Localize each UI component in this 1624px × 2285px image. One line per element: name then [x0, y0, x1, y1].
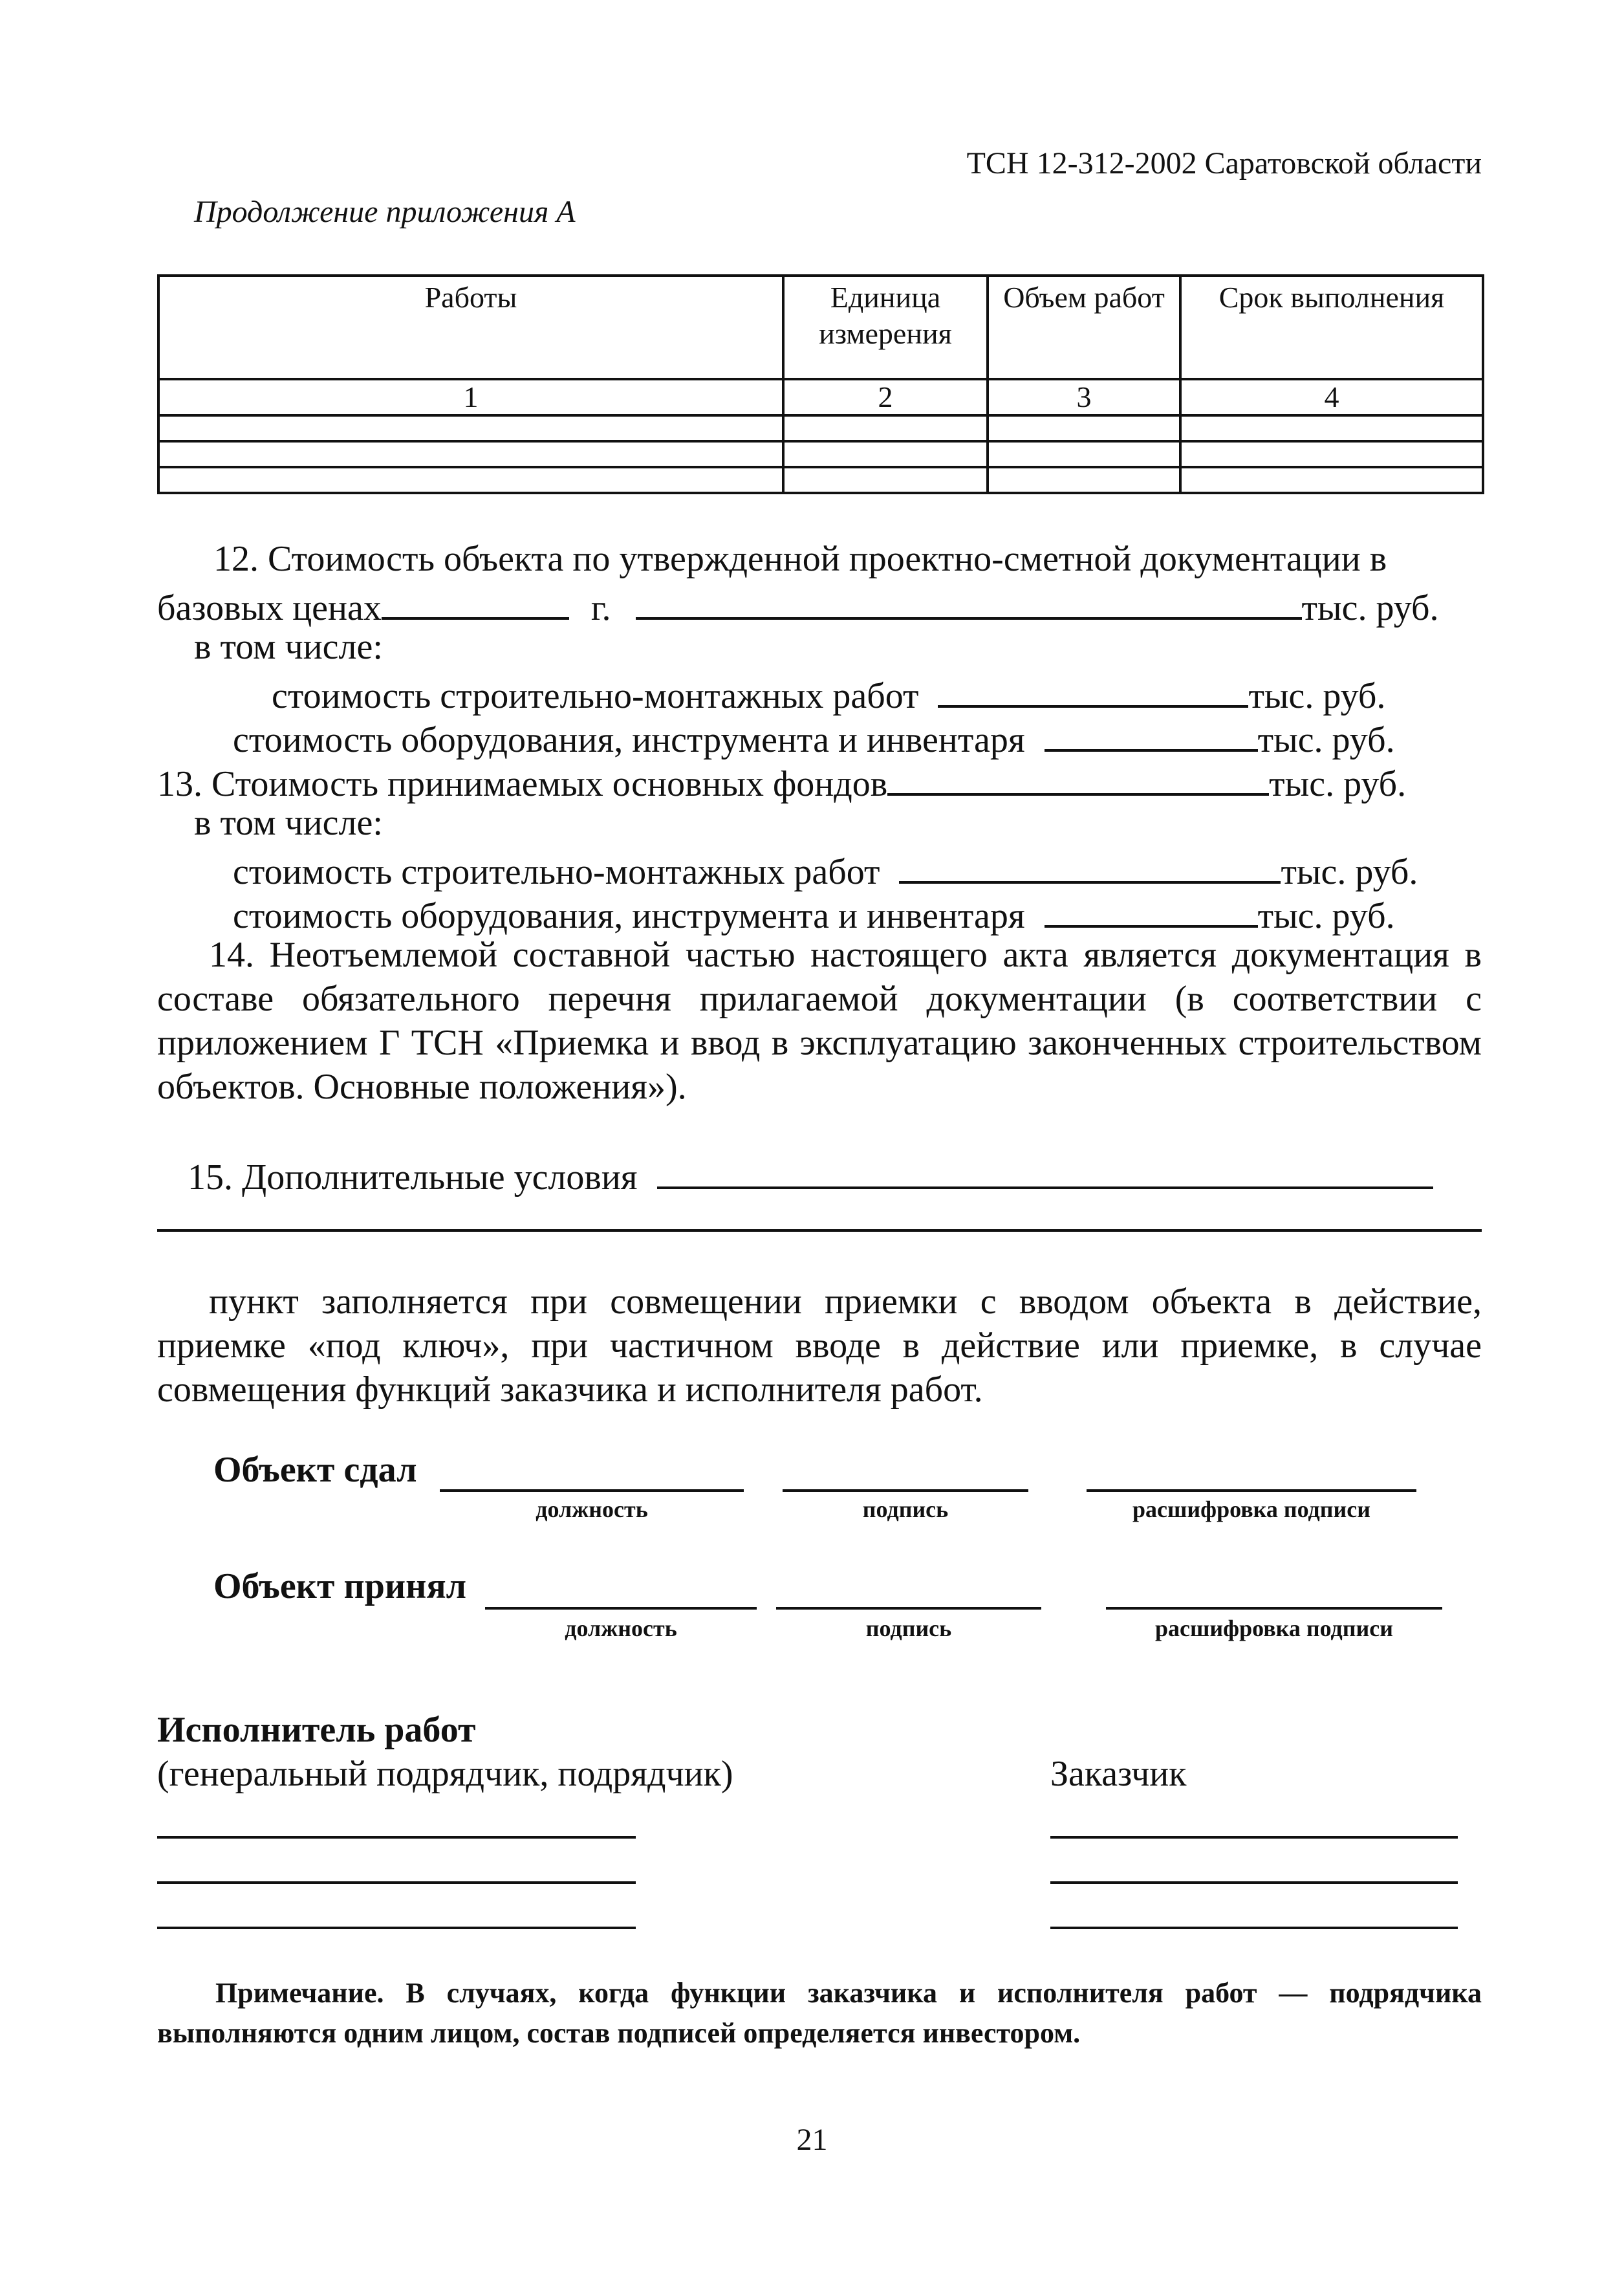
- works-table: [157, 274, 1484, 494]
- table-cell: 1: [158, 379, 783, 415]
- construction-cost-field[interactable]: [899, 845, 1281, 884]
- table-cell[interactable]: [783, 441, 988, 467]
- unit-label: тыс. руб.: [1257, 720, 1395, 760]
- contractor-line[interactable]: [157, 1836, 636, 1839]
- additional-conditions-label: 15. Дополнительные условия: [188, 1157, 638, 1197]
- customer-line[interactable]: [1050, 1836, 1458, 1839]
- item14-paragraph: 14. Неотъемлемой составной частью настоящего акта является документация в составе обязательного перечня прилагаемой документации (в соответствии с приложением Г ТСН «Приемка и ввод в эксплуатацию законченных строительством объектов. Основные положения»).: [157, 935, 1482, 1107]
- contractor-title: Исполнитель работ: [157, 1710, 476, 1750]
- fixed-assets-field[interactable]: [887, 757, 1269, 796]
- table-cell[interactable]: [783, 415, 988, 441]
- unit-label: тыс. руб.: [1301, 588, 1439, 628]
- equipment-cost-field[interactable]: [1045, 889, 1258, 928]
- contractor-line[interactable]: [157, 1881, 636, 1884]
- page-number: 21: [796, 2123, 828, 2157]
- table-cell[interactable]: [158, 467, 783, 493]
- unit-label: тыс. руб.: [1281, 852, 1418, 892]
- equipment-cost-field[interactable]: [1045, 713, 1258, 752]
- table-row: [158, 415, 1483, 441]
- table-cell: 2: [783, 379, 988, 415]
- table-cell[interactable]: [988, 467, 1180, 493]
- fixed-assets-label: 13. Стоимость принимаемых основных фондов: [157, 764, 888, 804]
- table-cell[interactable]: [1180, 415, 1483, 441]
- table-cell[interactable]: [783, 467, 988, 493]
- unit-label: тыс. руб.: [1248, 676, 1386, 716]
- item15-line: [188, 1150, 1433, 1199]
- item12-line1: 12. Стоимость объекта по утвержденной проектно-сметной документации в: [213, 539, 1387, 579]
- signature-line[interactable]: [776, 1607, 1041, 1610]
- base-prices-label: базовых ценах: [157, 588, 382, 628]
- table-number-row: [158, 379, 1483, 415]
- item13-including: в том числе:: [194, 803, 383, 843]
- construction-label: стоимость строительно-монтажных работ: [233, 852, 880, 892]
- table-cell[interactable]: [158, 415, 783, 441]
- signature-caption: подпись: [862, 1496, 949, 1522]
- equipment-label: стоимость оборудования, инструмента и инвентаря: [233, 720, 1025, 760]
- position-caption: должность: [536, 1496, 648, 1522]
- decoding-caption: расшифровка подписи: [1155, 1615, 1393, 1641]
- construction-cost-field[interactable]: [938, 669, 1248, 708]
- table-row: [158, 467, 1483, 493]
- additional-conditions-line[interactable]: [157, 1229, 1482, 1232]
- decoding-line[interactable]: [1106, 1607, 1442, 1610]
- table-header-cell: Срок выполнения: [1180, 276, 1483, 379]
- additional-conditions-field[interactable]: [657, 1150, 1433, 1189]
- item12-equipment-line: [233, 713, 1395, 762]
- item12-construction-line: [272, 669, 1385, 718]
- signature-caption: подпись: [865, 1615, 952, 1641]
- item12-base-prices-line: [157, 581, 1438, 630]
- table-cell[interactable]: [1180, 441, 1483, 467]
- customer-line[interactable]: [1050, 1881, 1458, 1884]
- table-header-cell: Работы: [158, 276, 783, 379]
- construction-label: стоимость строительно-монтажных работ: [272, 676, 919, 716]
- item13-equipment-line: [233, 889, 1395, 938]
- unit-label: тыс. руб.: [1257, 896, 1395, 936]
- table-cell[interactable]: [1180, 467, 1483, 493]
- item12-including: в том числе:: [194, 627, 383, 667]
- signature-line[interactable]: [783, 1489, 1028, 1492]
- item13-construction-line: [233, 845, 1418, 894]
- fill-note: пункт заполняется при совмещении приемки с вводом объекта в действие, приемке «под ключ», при частичном вводе в действие или приемке, в случае совмещения функций заказчика и исполнителя работ.: [157, 1282, 1482, 1410]
- cost-field[interactable]: [636, 581, 1302, 620]
- handed-over-label: Объект сдал: [213, 1450, 417, 1490]
- table-cell[interactable]: [988, 441, 1180, 467]
- equipment-label: стоимость оборудования, инструмента и инвентаря: [233, 896, 1025, 936]
- customer-title: Заказчик: [1050, 1754, 1187, 1794]
- continuation-label: Продолжение приложения А: [194, 195, 576, 229]
- position-line[interactable]: [485, 1607, 757, 1610]
- table-header-row: [158, 276, 1483, 379]
- accepted-label: Объект принял: [213, 1566, 467, 1606]
- item13-line1: [157, 757, 1406, 806]
- unit-label: тыс. руб.: [1269, 764, 1407, 804]
- table-row: [158, 441, 1483, 467]
- decoding-line[interactable]: [1087, 1489, 1416, 1492]
- contractor-subtitle: (генеральный подрядчик, подрядчик): [157, 1754, 733, 1794]
- decoding-caption: расшифровка подписи: [1132, 1496, 1370, 1522]
- document-code: ТСН 12-312-2002 Саратовской области: [966, 146, 1482, 180]
- year-label: г.: [590, 588, 611, 628]
- position-caption: должность: [565, 1615, 677, 1641]
- year-field[interactable]: [382, 581, 569, 620]
- position-line[interactable]: [440, 1489, 744, 1492]
- table-cell: 4: [1180, 379, 1483, 415]
- table-header-cell: Объем работ: [988, 276, 1180, 379]
- contractor-line[interactable]: [157, 1927, 636, 1929]
- table-cell[interactable]: [988, 415, 1180, 441]
- table-header-cell: Единица измерения: [783, 276, 988, 379]
- customer-line[interactable]: [1050, 1927, 1458, 1929]
- table-cell: 3: [988, 379, 1180, 415]
- footnote: Примечание. В случаях, когда функции заказчика и исполнителя работ — подрядчика выполняются одним лицом, состав подписей определяется инвестором.: [157, 1977, 1482, 2049]
- table-cell[interactable]: [158, 441, 783, 467]
